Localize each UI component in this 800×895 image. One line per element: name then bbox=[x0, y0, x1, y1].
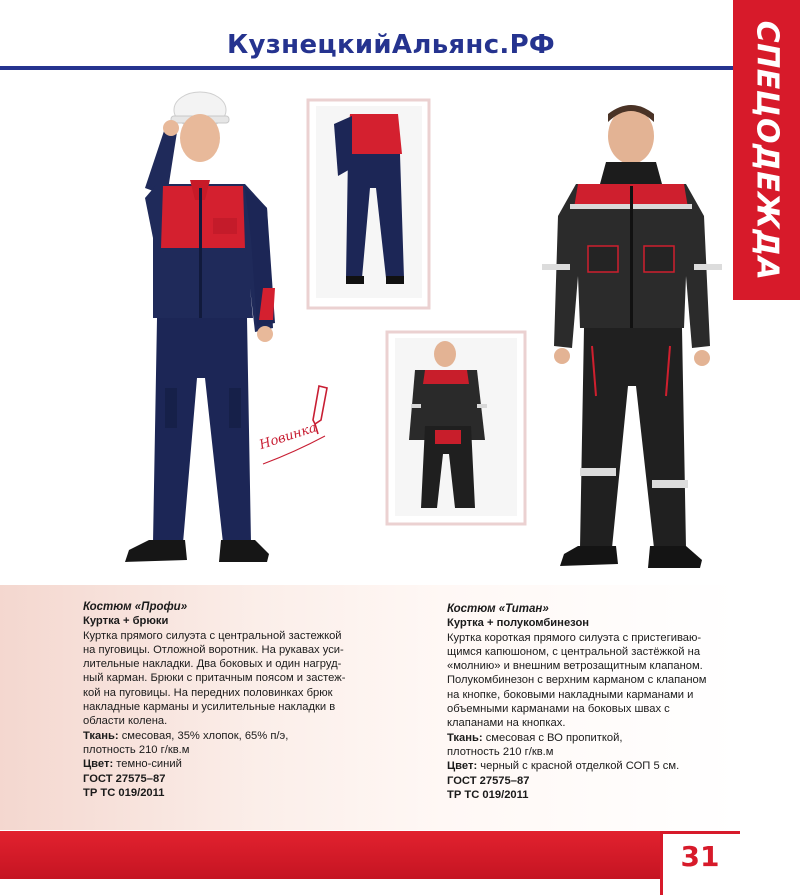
color-value: черный с красной отделкой СОП 5 см. bbox=[480, 760, 680, 773]
page-number: 31 bbox=[680, 840, 720, 873]
standard: ГОСТ 27575–87 bbox=[83, 772, 166, 785]
standard: ГОСТ 27575–87 bbox=[447, 774, 530, 787]
description-line: объемными карманами на боковых швах с bbox=[447, 703, 670, 716]
photo-titan-suit bbox=[536, 96, 726, 586]
fabric-value: смесовая с ВО пропиткой, bbox=[485, 731, 623, 744]
product-title: Костюм «Профи» bbox=[83, 601, 188, 613]
description-line: ный карман. Брюки с притачным поясом и застеж- bbox=[83, 672, 346, 685]
density: плотность 210 г/кв.м bbox=[83, 743, 190, 756]
description-line: клапанами на кнопках. bbox=[447, 717, 566, 730]
footer-bar bbox=[0, 831, 660, 879]
site-title: КузнецкийАльянс.РФ bbox=[226, 30, 556, 60]
description-line: лительные накладки. Два боковых и один нагруд- bbox=[83, 658, 342, 671]
section-tab-label-wrap bbox=[733, 0, 800, 300]
fabric-row bbox=[447, 731, 706, 745]
photo-profi-suit bbox=[105, 88, 300, 573]
density: плотность 210 г/кв.м bbox=[447, 745, 554, 758]
description-line: щимся капюшоном, с центральной застёжкой на bbox=[447, 645, 701, 658]
description-line: кой на пуговицы. На передних половинках брюк bbox=[83, 686, 333, 699]
description-line: на пуговицы. Отложной воротник. На рукавах уси- bbox=[83, 643, 344, 656]
description-line: на кнопке, боковыми накладными карманами и bbox=[447, 688, 694, 701]
description-line: «молнию» и внешним ветрозащитным клапаном. bbox=[447, 660, 703, 673]
product-subtitle: Куртка + полукомбинезон bbox=[447, 617, 590, 630]
color-label: Цвет: bbox=[83, 758, 114, 771]
section-tab-label: СПЕЦОДЕЖДА bbox=[749, 20, 785, 280]
color-value: темно-синий bbox=[116, 758, 182, 771]
fabric-label: Ткань: bbox=[83, 729, 119, 742]
description-line: Куртка прямого силуэта с центральной застежкой bbox=[83, 629, 342, 642]
description-line: накладные карманы и усилительные накладки в bbox=[83, 701, 336, 714]
regulation: ТР ТС 019/2011 bbox=[83, 786, 165, 799]
color-label: Цвет: bbox=[447, 760, 478, 773]
new-badge-label: Новинка bbox=[257, 420, 319, 453]
description-line: Куртка короткая прямого силуэта с пристегиваю- bbox=[447, 631, 702, 644]
product-subtitle: Куртка + брюки bbox=[83, 615, 169, 628]
fabric-row bbox=[83, 729, 345, 743]
fabric-label: Ткань: bbox=[447, 731, 483, 744]
product-titan-description bbox=[447, 602, 706, 802]
color-row bbox=[83, 757, 345, 771]
product-title: Костюм «Титан» bbox=[447, 603, 549, 615]
photo-titan-suit-frame bbox=[385, 330, 527, 526]
photo-profi-suit-frame bbox=[306, 98, 431, 310]
description-line: области колена. bbox=[83, 715, 168, 728]
description-line: Полукомбинезон с верхним карманом с клапаном bbox=[447, 674, 707, 687]
header-rule bbox=[0, 66, 738, 70]
color-row bbox=[447, 759, 706, 773]
fabric-value: смесовая, 35% хлопок, 65% п/э, bbox=[121, 729, 289, 742]
regulation: ТР ТС 019/2011 bbox=[447, 788, 529, 801]
product-profi-description bbox=[83, 600, 345, 800]
